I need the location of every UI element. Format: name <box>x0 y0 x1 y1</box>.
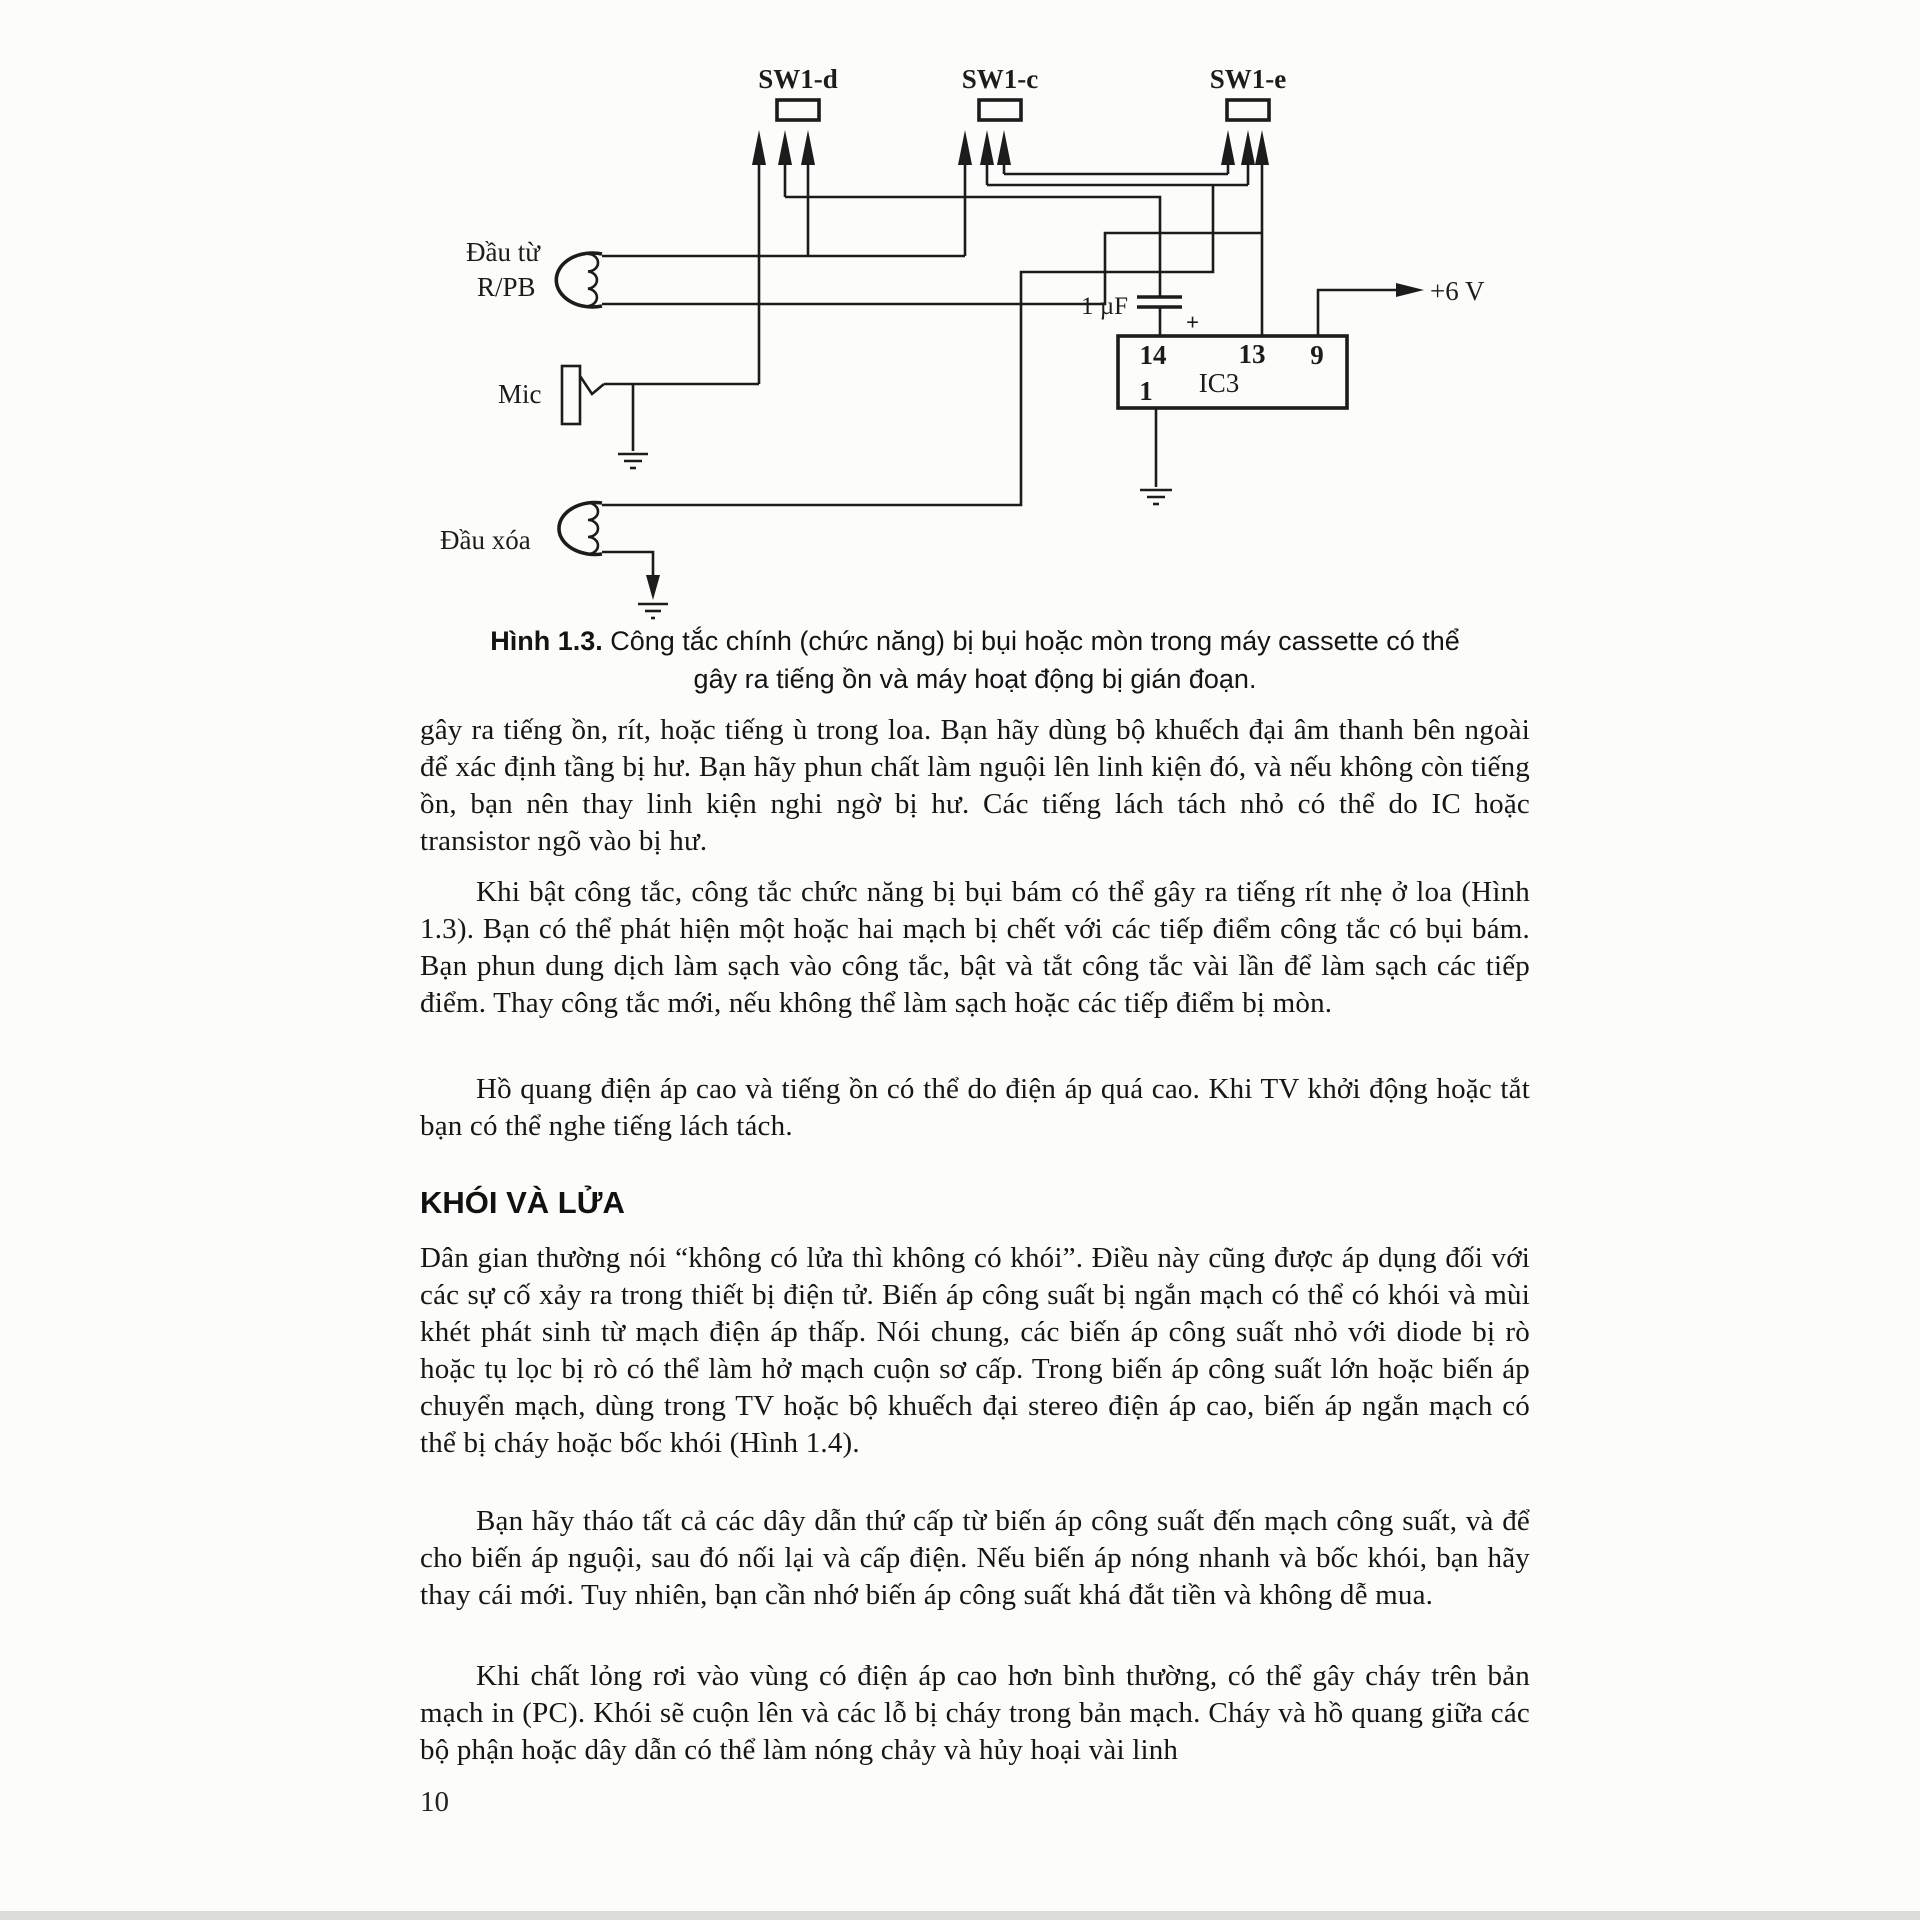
mic-jack-icon <box>562 366 580 424</box>
paragraph-3 <box>420 1071 1530 1145</box>
pin-1-label: 1 <box>1139 376 1153 406</box>
figure-caption-line2: gây ra tiếng ồn và máy hoạt động bị gián đoạn. <box>693 664 1257 694</box>
figure-caption <box>420 622 1530 698</box>
paragraph-4 <box>420 1240 1530 1462</box>
sw1d-label: SW1-d <box>758 64 838 94</box>
scan-edge-artifact <box>0 1911 1920 1920</box>
paragraph-text: Khi chất lỏng rơi vào vùng có điện áp cao hơn bình thường, có thể gây cháy trên bản mạch in (PC). Khói sẽ cuộn lên và các lỗ bị cháy trong bản mạch. Cháy và hồ quang giữa các bộ phận hoặc dây dẫn có thể làm nóng chảy và hủy hoại vài linh <box>420 1660 1530 1766</box>
mic-jack-contact <box>580 376 604 394</box>
sw1d-contact-icon <box>777 100 819 120</box>
erase-head-label: Đầu xóa <box>440 525 531 555</box>
figure-number: Hình 1.3. <box>490 626 603 656</box>
figure-1-3-schematic <box>0 0 1920 620</box>
ic-name: IC3 <box>1198 368 1240 398</box>
capacitor-icon <box>1137 297 1182 307</box>
supply-arrow-icon <box>1396 283 1424 297</box>
figure-caption-line1 <box>420 622 1530 660</box>
paragraph-2 <box>420 874 1530 1022</box>
figure-caption-text: Công tắc chính (chức năng) bị bụi hoặc mòn trong máy cassette có thể <box>602 626 1460 656</box>
sw1e-contact-icon <box>1227 100 1269 120</box>
pin-14-label: 14 <box>1139 340 1167 370</box>
record-head-symbol <box>556 253 602 307</box>
paragraph-text: gây ra tiếng ồn, rít, hoặc tiếng ù trong loa. Bạn hãy dùng bộ khuếch đại âm thanh bên ngoài để xác định tầng bị hư. Bạn hãy phun chất làm nguội lên linh kiện đó, và nếu không còn tiếng ồn, bạn nên thay linh kiện nghi ngờ bị hư. Các tiếng lách tách nhỏ có thể do IC hoặc transistor ngõ vào bị hư. <box>420 714 1530 857</box>
paragraph-6 <box>420 1658 1530 1769</box>
erase-head-symbol <box>559 503 602 555</box>
wires <box>602 174 1396 578</box>
section-heading: KHÓI VÀ LỬA <box>420 1185 625 1220</box>
record-head-label-2: R/PB <box>477 272 536 302</box>
paragraph-5 <box>420 1503 1530 1614</box>
sw1c-label: SW1-c <box>961 64 1039 94</box>
supply-voltage-label: +6 V <box>1430 276 1485 306</box>
mic-ground-icon <box>618 454 648 468</box>
paragraph-text: Khi bật công tắc, công tắc chức năng bị bụi bám có thể gây ra tiếng rít nhẹ ở loa (Hình 1.3). Bạn có thể phát hiện một hoặc hai mạch bị chết với các tiếp điểm công tắc có bụi bám. Bạn phun dung dịch làm sạch vào công tắc, bật và tắt công tắc vài lần để làm sạch các tiếp điểm. Thay công tắc mới, nếu không thể làm sạch hoặc các tiếp điểm bị mòn. <box>420 876 1530 1019</box>
paragraph-text: Hồ quang điện áp cao và tiếng ồn có thể do điện áp quá cao. Khi TV khởi động hoặc tắt bạn có thể nghe tiếng lách tách. <box>420 1073 1530 1142</box>
erase-ground-icon <box>638 575 668 618</box>
pin-9-label: 9 <box>1310 340 1324 370</box>
mic-label: Mic <box>498 379 542 409</box>
paragraph-text: Bạn hãy tháo tất cả các dây dẫn thứ cấp từ biến áp công suất đến mạch công suất, và để cho biến áp nguội, sau đó nối lại và cấp điện. Nếu biến áp nóng nhanh và bốc khói, bạn hãy thay cái mới. Tuy nhiên, bạn cần nhớ biến áp công suất khá đắt tiền và không dễ mua. <box>420 1505 1530 1611</box>
paragraph-text: Dân gian thường nói “không có lửa thì không có khói”. Điều này cũng được áp dụng đối với các sự cố xảy ra trong thiết bị điện tử. Biến áp công suất bị ngắn mạch có thể có khói và mùi khét phát sinh từ mạch điện áp thấp. Nói chung, các biến áp công suất nhỏ với diode bị rò hoặc tụ lọc bị rò có thể làm hở mạch cuộn sơ cấp. Trong biến áp công suất lớn hoặc biến áp chuyển mạch, dùng trong TV hoặc bộ khuếch đại stereo điện áp cao, biến áp ngắn mạch có thể bị cháy hoặc bốc khói (Hình 1.4). <box>420 1242 1530 1459</box>
pin-13-label: 13 <box>1238 339 1266 369</box>
capacitor-value: 1 µF <box>1080 293 1128 320</box>
sw1e-label: SW1-e <box>1209 64 1287 94</box>
ic-ground-icon <box>1140 490 1172 504</box>
capacitor-polarity: + <box>1186 310 1200 335</box>
page-number: 10 <box>420 1786 449 1818</box>
paragraph-1 <box>420 712 1530 860</box>
sw1c-contact-icon <box>979 100 1021 120</box>
record-head-label-1: Đầu từ <box>466 237 540 267</box>
